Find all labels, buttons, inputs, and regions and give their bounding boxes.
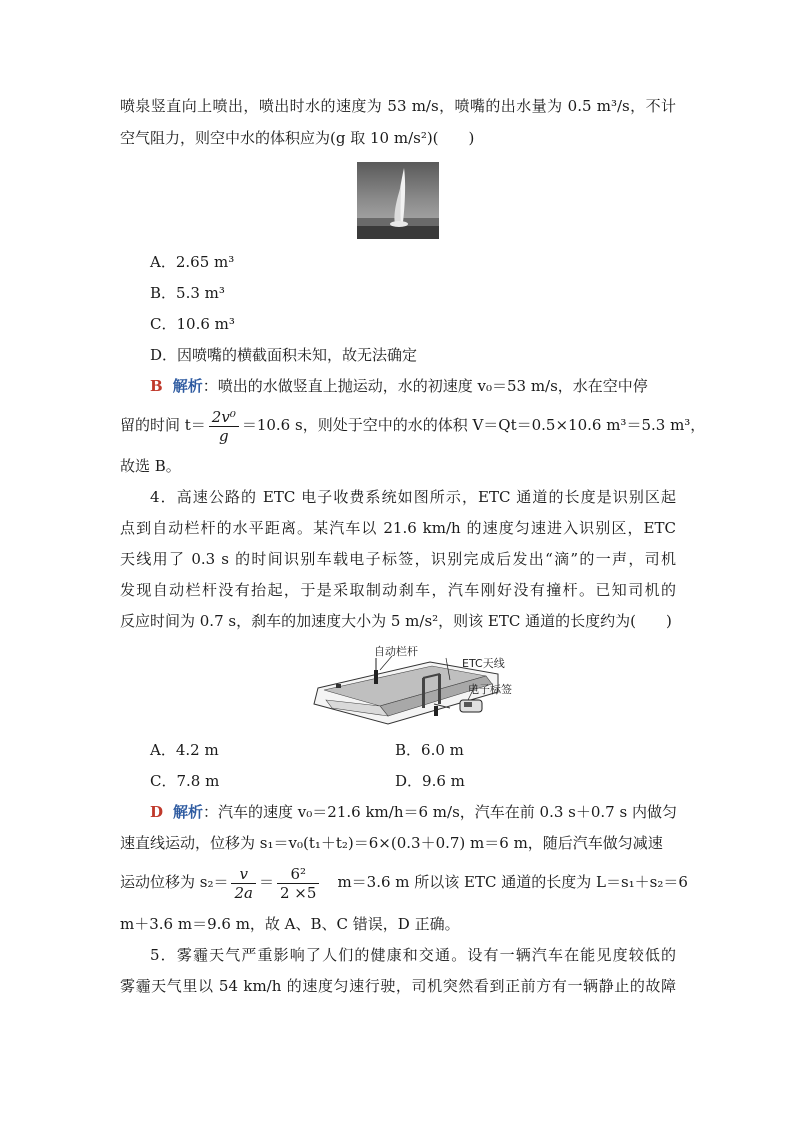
q5-stem-line-2: 雾霾天气里以 54 km/h 的速度匀速行驶，司机突然看到正前方有一辆静止的故障 — [120, 977, 676, 995]
q4-stem-line-4: 发现自动栏杆没有抬起，于是采取制动刹车，汽车刚好没有撞杆。已知司机的 — [120, 581, 676, 599]
q3-option-a: A．2.65 m³ — [150, 253, 235, 271]
q4-analysis-line-4: m＋3.6 m＝9.6 m，故 A、B、C 错误，D 正确。 — [120, 915, 460, 933]
label-antenna: ETC天线 — [462, 657, 505, 670]
fountain-photo — [357, 162, 439, 239]
q4-option-b: B．6.0 m — [395, 741, 464, 759]
q4-option-a: A．4.2 m — [150, 741, 219, 759]
q4-stem-line-2: 点到自动栏杆的水平距离。某汽车以 21.6 km/h 的速度匀速进入识别区，ETC — [120, 519, 676, 537]
q3-analysis-line-3: 故选 B。 — [120, 457, 181, 475]
q4-fraction-2: $\frac{\text{6²}}{2 \times 5}$ — [277, 865, 319, 902]
label-barrier: 自动栏杆 — [374, 645, 418, 658]
q4-analysis-tag: 解析 — [173, 803, 204, 821]
q3-time-fraction: $\frac{\text{2v⁰}}{g}$ — [209, 408, 239, 445]
q3-analysis-line-2: 留的时间 t＝ $\frac{\text{2v⁰}}{g}$ ＝10.6 s，则处于空中的水的体积 V＝Qt＝0.5×10.6 m³＝5.3 m³， — [120, 407, 706, 445]
q4-fraction-1: $\frac{v}{2a}$ — [231, 865, 256, 902]
q3-option-b: B．5.3 m³ — [150, 284, 225, 302]
q4-stem-line-1: 4．高速公路的 ETC 电子收费系统如图所示，ETC 通道的长度是识别区起 — [150, 488, 676, 506]
q3-answer: B — [150, 377, 163, 395]
q3-stem-line-2: 空气阻力，则空中水的体积应为(g 取 10 m/s²)( ) — [120, 129, 475, 147]
q4-option-d: D．9.6 m — [395, 772, 465, 790]
q4-analysis-line-2: 速直线运动，位移为 s₁＝v₀(t₁＋t₂)＝6×(0.3＋0.7) m＝6 m，随后汽车做匀减速 — [120, 834, 663, 852]
label-tag: 电子标签 — [468, 683, 512, 696]
q3-analysis-line-1: B 解析：喷出的水做竖直上抛运动，水的初速度 v₀＝53 m/s，水在空中停 — [150, 377, 648, 395]
q3-option-d: D．因喷嘴的横截面积未知，故无法确定 — [150, 346, 418, 364]
q4-stem-line-3: 天线用了 0.3 s 的时间识别车载电子标签，识别完成后发出“滴”的一声，司机 — [120, 550, 676, 568]
etc-lane-figure — [310, 644, 512, 730]
q3-option-c: C．10.6 m³ — [150, 315, 235, 333]
q5-stem-line-1: 5．雾霾天气严重影响了人们的健康和交通。设有一辆汽车在能见度较低的 — [150, 946, 676, 964]
q4-analysis-line-1: D 解析：汽车的速度 v₀＝21.6 km/h＝6 m/s，汽车在前 0.3 s＋0.7 s 内做匀 — [150, 803, 677, 821]
q4-stem-line-5: 反应时间为 0.7 s，刹车的加速度大小为 5 m/s²，则该 ETC 通道的长度约为( ) — [120, 612, 672, 630]
q3-stem-line-1: 喷泉竖直向上喷出，喷出时水的速度为 53 m/s，喷嘴的出水量为 0.5 m³/s，不计 — [120, 97, 676, 115]
q4-analysis-line-3: 运动位移为 s₂＝ $\frac{v}{2a}$ ＝ $\frac{\text{6²}}{2 \times 5}$ m＝3.6 m 所以该 ETC 通道的长度为 L＝s₁＋s₂＝6 — [120, 864, 688, 902]
q4-answer: D — [150, 803, 164, 821]
q4-option-c: C．7.8 m — [150, 772, 220, 790]
q3-analysis-tag: 解析 — [172, 377, 203, 395]
